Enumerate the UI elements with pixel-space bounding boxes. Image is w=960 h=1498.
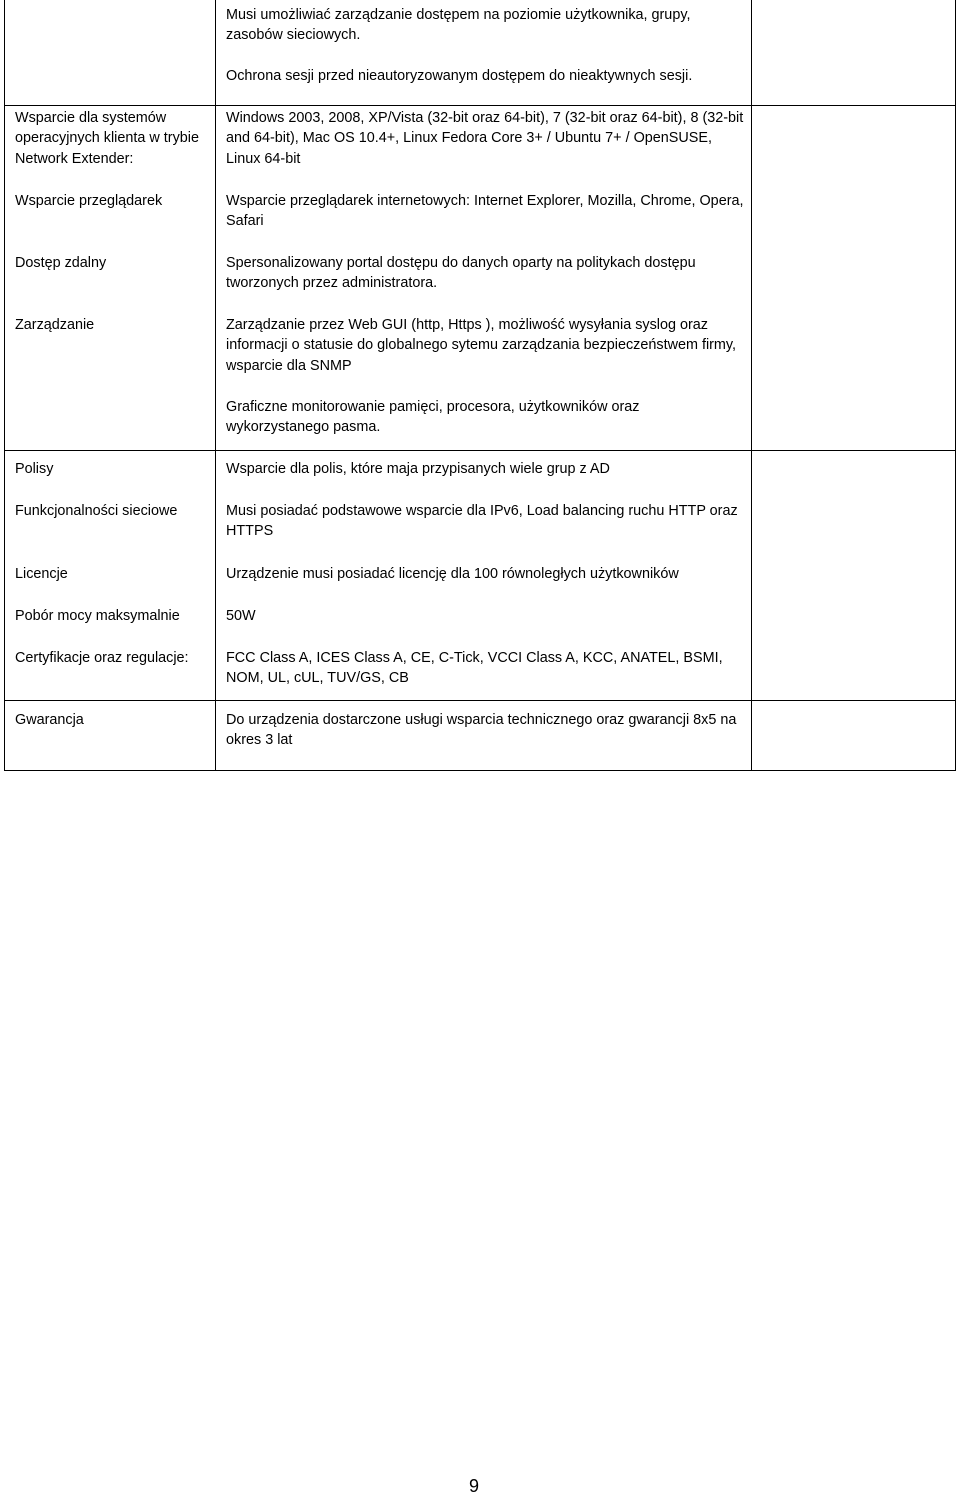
row-label: Wsparcie przeglądarek bbox=[15, 193, 163, 209]
spec-table bbox=[4, 0, 956, 771]
row-label: Pobór mocy maksymalnie bbox=[15, 608, 180, 624]
row-value: FCC Class A, ICES Class A, CE, C-Tick, VCCI Class A, KCC, ANATEL, BSMI, NOM, UL, cUL, TUV/GS, CB bbox=[226, 650, 723, 687]
column-divider bbox=[215, 0, 216, 770]
row-value: Wsparcie dla polis, które maja przypisanych wiele grup z AD bbox=[226, 461, 610, 477]
row-label: Licencje bbox=[15, 566, 68, 582]
row-label: Wsparcie dla systemów operacyjnych klienta w trybie Network Extender: bbox=[15, 110, 199, 167]
row-label: Dostęp zdalny bbox=[15, 255, 107, 271]
row-value: Windows 2003, 2008, XP/Vista (32-bit oraz 64-bit), 7 (32-bit oraz 64-bit), 8 (32-bit and 64-bit), Mac OS 10.4+, Linux Fedora Core 3+ / Ubuntu 7+ / OpenSUSE, Linux 64-bit bbox=[226, 110, 744, 167]
row-divider bbox=[5, 700, 955, 701]
row-value: Graficzne monitorowanie pamięci, procesora, użytkowników oraz wykorzystanego pasma. bbox=[226, 399, 640, 436]
row-value: Zarządzanie przez Web GUI (http, Https ), możliwość wysyłania syslog oraz informacji o statusie do globalnego sytemu zarządzania bezpieczeństwem firmy, wsparcie dla SNMP bbox=[226, 317, 737, 374]
row-divider bbox=[5, 450, 955, 451]
row-value: Spersonalizowany portal dostępu do danych oparty na politykach dostępu tworzonych przez administratora. bbox=[226, 255, 696, 292]
row-value: Musi umożliwiać zarządzanie dostępem na poziomie użytkownika, grupy, zasobów sieciowych. bbox=[226, 7, 691, 44]
row-value: Ochrona sesji przed nieautoryzowanym dostępem do nieaktywnych sesji. bbox=[226, 68, 693, 84]
row-label: Gwarancja bbox=[15, 712, 84, 728]
column-divider bbox=[751, 0, 752, 770]
row-label: Certyfikacje oraz regulacje: bbox=[15, 650, 189, 666]
page-number: 9 bbox=[468, 1476, 479, 1496]
row-value: Do urządzenia dostarczone usługi wsparcia technicznego oraz gwarancji 8x5 na okres 3 lat bbox=[226, 712, 737, 749]
row-value: Wsparcie przeglądarek internetowych: Internet Explorer, Mozilla, Chrome, Opera, Safari bbox=[226, 193, 744, 230]
row-value: 50W bbox=[226, 608, 256, 624]
row-label: Zarządzanie bbox=[15, 317, 95, 333]
row-label: Funkcjonalności sieciowe bbox=[15, 503, 178, 519]
row-divider bbox=[5, 105, 955, 106]
row-value: Urządzenie musi posiadać licencję dla 100 równoległych użytkowników bbox=[226, 566, 679, 582]
row-value: Musi posiadać podstawowe wsparcie dla IPv6, Load balancing ruchu HTTP oraz HTTPS bbox=[226, 503, 738, 540]
row-label: Polisy bbox=[15, 461, 54, 477]
